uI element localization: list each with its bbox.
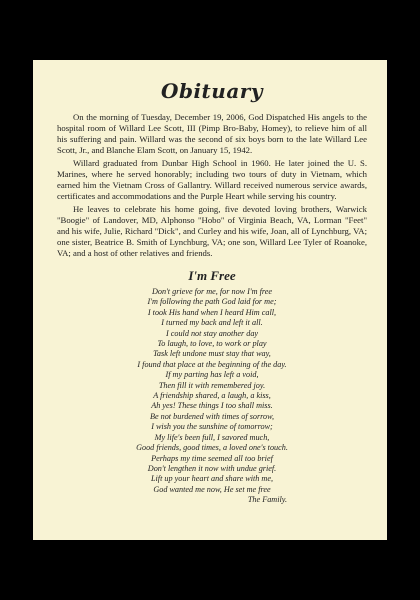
poem-line: Task left undone must stay that way, xyxy=(153,349,271,359)
poem-line: I could not stay another day xyxy=(165,328,259,338)
page-title: Obituary xyxy=(161,79,263,103)
poem-line: I turned my back and left it all. xyxy=(161,318,263,328)
poem-line: I found that place at the beginning of the day. xyxy=(137,359,287,369)
poem-line: God wanted me now, He set me free xyxy=(153,484,271,494)
poem-line: Lift up your heart and share with me, xyxy=(150,474,274,484)
poem-line: To laugh, to love, to work or play xyxy=(157,339,267,349)
poem-line: I took His hand when I heard Him call, xyxy=(147,307,277,317)
poem-line: My life's been full, I savored much, xyxy=(154,432,270,442)
poem-line: I wish you the sunshine of tomorrow; xyxy=(151,422,273,432)
document-page xyxy=(33,60,387,540)
poem-line: Good friends, good times, a loved one's touch. xyxy=(136,443,288,453)
paragraph-survivors: He leaves to celebrate his home going, five devoted loving brothers, Warwick "Boogie" of Landover, MD, Alphonso "Hobo" of Virginia Beach, VA, Lorman "Feet" and his wife, Julie, Richard "Dick", and Curley and his wife, Joan, all of Lynchburg, VA; one sister, Beatrice B. Smith of Lynchburg, VA; one son, Willard Lee Tyler of Roanoke, VA; and a host of other relatives and friends. xyxy=(57,204,367,258)
poem-line: Don't lengthen it now with undue grief. xyxy=(147,463,277,473)
signature: The Family. xyxy=(247,495,287,505)
poem-line: A friendship shared, a laugh, a kiss, xyxy=(153,391,271,401)
obituary-body xyxy=(57,112,367,259)
paragraph-birth: On the morning of Tuesday, December 19, 2006, God Dispatched His angels to the hospital room of Willard Lee Scott, III (Pimp Bro-Baby, Homey), to relieve him of all his suffering and pain. Willard was the second of six boys born to the late Willard Lee Scott, Jr., and Blanche Elam Scott, on January 15, 1942. xyxy=(57,112,367,155)
poem-line: Don't grieve for me, for now I'm free xyxy=(151,287,273,296)
poem-line: I'm following the path God laid for me; xyxy=(147,297,277,307)
poem-title: I'm Free xyxy=(188,268,236,283)
paragraph-service: Willard graduated from Dunbar High School in 1960. He later joined the U. S. Marines, where he served honorably; including two tours of duty in Vietnam, which earned him the Vietnam Cross of Gallantry. Willard received numerous service awards, certificates and accommodations and the Purple Heart while serving his country. xyxy=(57,158,367,201)
poem-line: Perhaps my time seemed all too brief xyxy=(151,453,273,463)
poem-line: Ah yes! These things I too shall miss. xyxy=(151,401,273,411)
poem-line: Then fill it with remembered joy. xyxy=(158,380,266,390)
poem-line: Be not burdened with times of sorrow, xyxy=(149,411,275,421)
poem-line: If my parting has left a void, xyxy=(165,370,259,380)
poem xyxy=(57,287,367,495)
